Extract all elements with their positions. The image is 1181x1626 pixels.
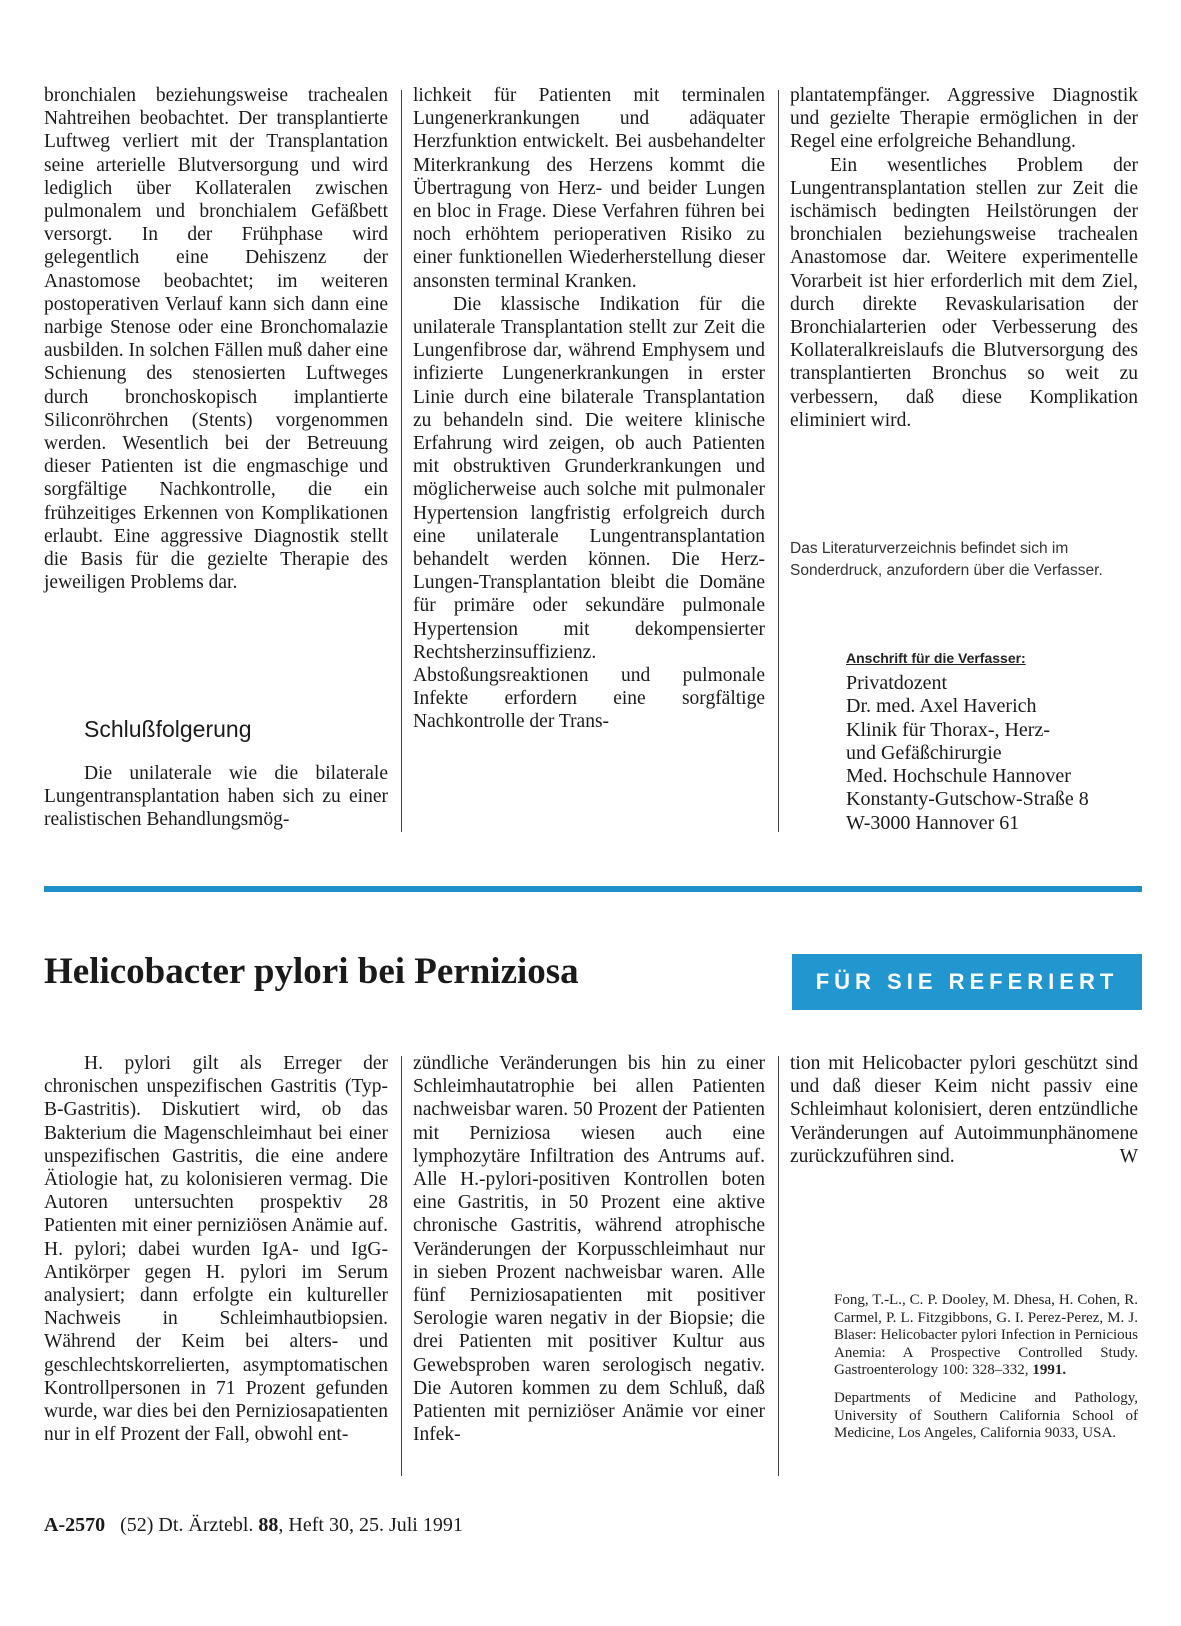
article-title: Helicobacter pylori bei Perniziosa: [44, 951, 579, 992]
top-column-2: [413, 84, 765, 734]
page-code: A-2570: [44, 1514, 106, 1536]
column-divider: [401, 90, 402, 832]
address-line: Privatdozent: [846, 672, 948, 694]
citation: [834, 1292, 1138, 1380]
top-column-1-after: [44, 762, 388, 832]
paragraph: bronchialen beziehungsweise trachealen Nahtreihen beobachtet. Der transplantierte Luftweg verliert mit der Transplantation seine arterielle Blutversorgung und wird lediglich über Kollateralen zwischen pulmonalem und bronchialem Gefäßbett versorgt. In der Frühphase wird gelegentlich eine Dehiszenz der Anastomose beobachtet; im weiteren postoperativen Verlauf kann sich dann eine narbige Stenose oder eine Bronchomalazie ausbilden. In solchen Fällen muß daher eine Schienung des stenosierten Luftweges durch bronchoskopisch implantierte Siliconröhrchen (Stents) vorgenommen werden. Wesentlich bei der Betreuung dieser Patienten ist die engmaschige und sorgfältige Nachkontrolle, die ein frühzeitiges Erkennen von Komplikationen erlaubt. Eine aggressive Diagnostik stellt die Basis für die gezielte Therapie des jeweiligen Problems dar.: [44, 85, 388, 594]
section-badge: FÜR SIE REFERIERT: [792, 954, 1142, 1010]
reference-block: [834, 1292, 1138, 1453]
citation-text: Fong, T.-L., C. P. Dooley, M. Dhesa, H. Cohen, R. Carmel, P. L. Fitzgibbons, G. I. Perez-Perez, M. J. Blaser: Helicobacter pylori Infection in Pernicious Anemia: A Prospective Controlled Study. Gastroenterology 100: 328–332,: [834, 1292, 1138, 1379]
address-line: Med. Hochschule Hannover: [846, 765, 1071, 788]
section-heading: Schlußfolgerung: [84, 716, 252, 742]
page-footer: [44, 1514, 463, 1537]
address-label: Anschrift für die Verfasser:: [846, 650, 1026, 666]
column-divider: [778, 1056, 779, 1476]
paragraph: plantatempfänger. Aggressive Diagnostik und gezielte Therapie ermöglichen in der Regel eine erfolgreiche Behandlung.: [790, 85, 1138, 153]
citation-year: 1991.: [1032, 1362, 1067, 1379]
article-column-3: [790, 1052, 1138, 1168]
paragraph: Die klassische Indikation für die unilaterale Transplantation stellt zur Zeit die Lungenfibrose dar, während Emphysem und infizierte Lungenerkrankungen in erster Linie durch eine bilaterale Transplantation zu behandeln sind. Die weitere klinische Erfahrung wird zeigen, ob auch Patienten mit obstruktiven Grunderkrankungen und möglicherweise auch solche mit pulmonaler Hypertension langfristig erfolgreich durch eine unilaterale Lungentransplantation behandelt werden können. Die Herz-Lungen-Transplantation bleibt die Domäne für primäre oder sekundäre pulmonale Hypertension mit dekompensierter Rechtsherzinsuffizienz. Abstoßungsreaktionen und pulmonale Infekte erfordern eine sorgfältige Nachkontrolle der Trans-: [413, 293, 765, 733]
address-line: und Gefäßchirurgie: [846, 741, 1002, 764]
affiliation: Departments of Medicine and Pathology, University of Southern California School of Medicine, Los Angeles, California 9033, USA.: [834, 1389, 1138, 1442]
paragraph: lichkeit für Patienten mit terminalen Lungenerkrankungen und adäquater Herzfunktion entwickelt. Bei ausbehandelter Miterkrankung des Herzens kommt die Übertragung von Herz- und beider Lungen en bloc in Frage. Diese Verfahren führen bei noch erhöhtem perioperativen Risiko zu einer funktionellen Wiederherstellung dieser ansonsten terminal Kranken.: [413, 85, 765, 292]
address-line: Klinik für Thorax-, Herz-: [846, 718, 1051, 741]
paragraph: zündliche Veränderungen bis hin zu einer Schleimhautatrophie bei allen Patienten nachweisbar waren. 50 Prozent der Patienten mit Perniziosa wiesen auch eine lymphozytäre Infiltration des Antrums auf. Alle H.-pylori-positiven Kontrollen boten eine Gastritis, in 50 Prozent eine aktive chronische Gastritis, während atrophische Veränderungen der Korpusschleimhaut nur in sieben Prozent nachweisbar waren. Alle fünf Perniziosapatienten mit positiver Serologie waren negativ in der Biopsie; die drei Patienten mit positiver Kultur aus Gewebsproben waren serologisch negativ. Die Autoren kommen zu dem Schluß, daß Patienten mit perniziöser Anämie vor einer Infek-: [413, 1053, 765, 1446]
section-divider: [44, 886, 1142, 892]
address-line: Konstanty-Gutschow-Straße 8: [846, 788, 1089, 811]
paragraph: Ein wesentliches Problem der Lungentransplantation stellen zur Zeit die ischämisch bedingten Heilstörungen der bronchialen beziehungsweise trachealen Anastomose dar. Weitere experimentelle Vorarbeit ist hier erforderlich mit dem Ziel, durch direkte Revaskularisation der Bronchialarterien oder Verbesserung des Kollateralkreislaufs die Blutversorgung des transplantierten Bronchus so weit zu verbessern, daß diese Komplikation eliminiert wird.: [790, 154, 1138, 431]
volume: 88: [258, 1514, 279, 1536]
column-divider: [401, 1056, 402, 1476]
top-column-3: [790, 84, 1138, 432]
paragraph: [790, 1052, 1138, 1168]
column-divider: [778, 90, 779, 832]
issue-date: , Heft 30, 25. Juli 1991: [278, 1514, 463, 1536]
paragraph-text: tion mit Helicobacter pylori geschützt sind und daß dieser Keim nicht passiv eine Schleimhaut kolonisiert, deren entzündliche Veränderungen auf Autoimmunphänomene zurückzuführen sind.: [790, 1053, 1138, 1167]
author-address: [846, 672, 1089, 835]
author-initial: W: [1119, 1145, 1138, 1167]
article-column-2: [413, 1052, 765, 1446]
address-line: Dr. med. Axel Haverich: [846, 695, 1037, 718]
literature-note: Das Literaturverzeichnis befindet sich im Sonderdruck, anzufordern über die Verfasser.: [790, 540, 1103, 579]
article-column-1: [44, 1052, 388, 1446]
paragraph: H. pylori gilt als Erreger der chronischen unspezifischen Gastritis (Typ-B-Gastritis). Diskutiert wird, ob das Bakterium die Magenschleimhaut bei einer unspezifischen Gastritis, die eine andere Ätiologie hat, zu kolonisieren vermag. Die Autoren untersuchten prospektiv 28 Patienten mit einer perniziösen Anämie auf. H. pylori; dabei wurden IgA- und IgG-Antikörper gegen H. pylori im Serum analysiert; dann erfolgte ein kultureller Nachweis in Schleimhautbiopsien. Während der Keim bei alters- und geschlechtskorrelierten, asymptomatischen Kontrollpersonen in 71 Prozent gefunden wurde, war dies bei den Perniziosapatienten nur in elf Prozent der Fall, obwohl ent-: [44, 1053, 388, 1446]
address-line: W-3000 Hannover 61: [846, 811, 1020, 834]
page-number: (52) Dt. Ärztebl.: [120, 1514, 254, 1536]
top-column-1: [44, 84, 388, 594]
paragraph: Die unilaterale wie die bilaterale Lungentransplantation haben sich zu einer realistischen Behandlungsmög-: [44, 763, 388, 831]
